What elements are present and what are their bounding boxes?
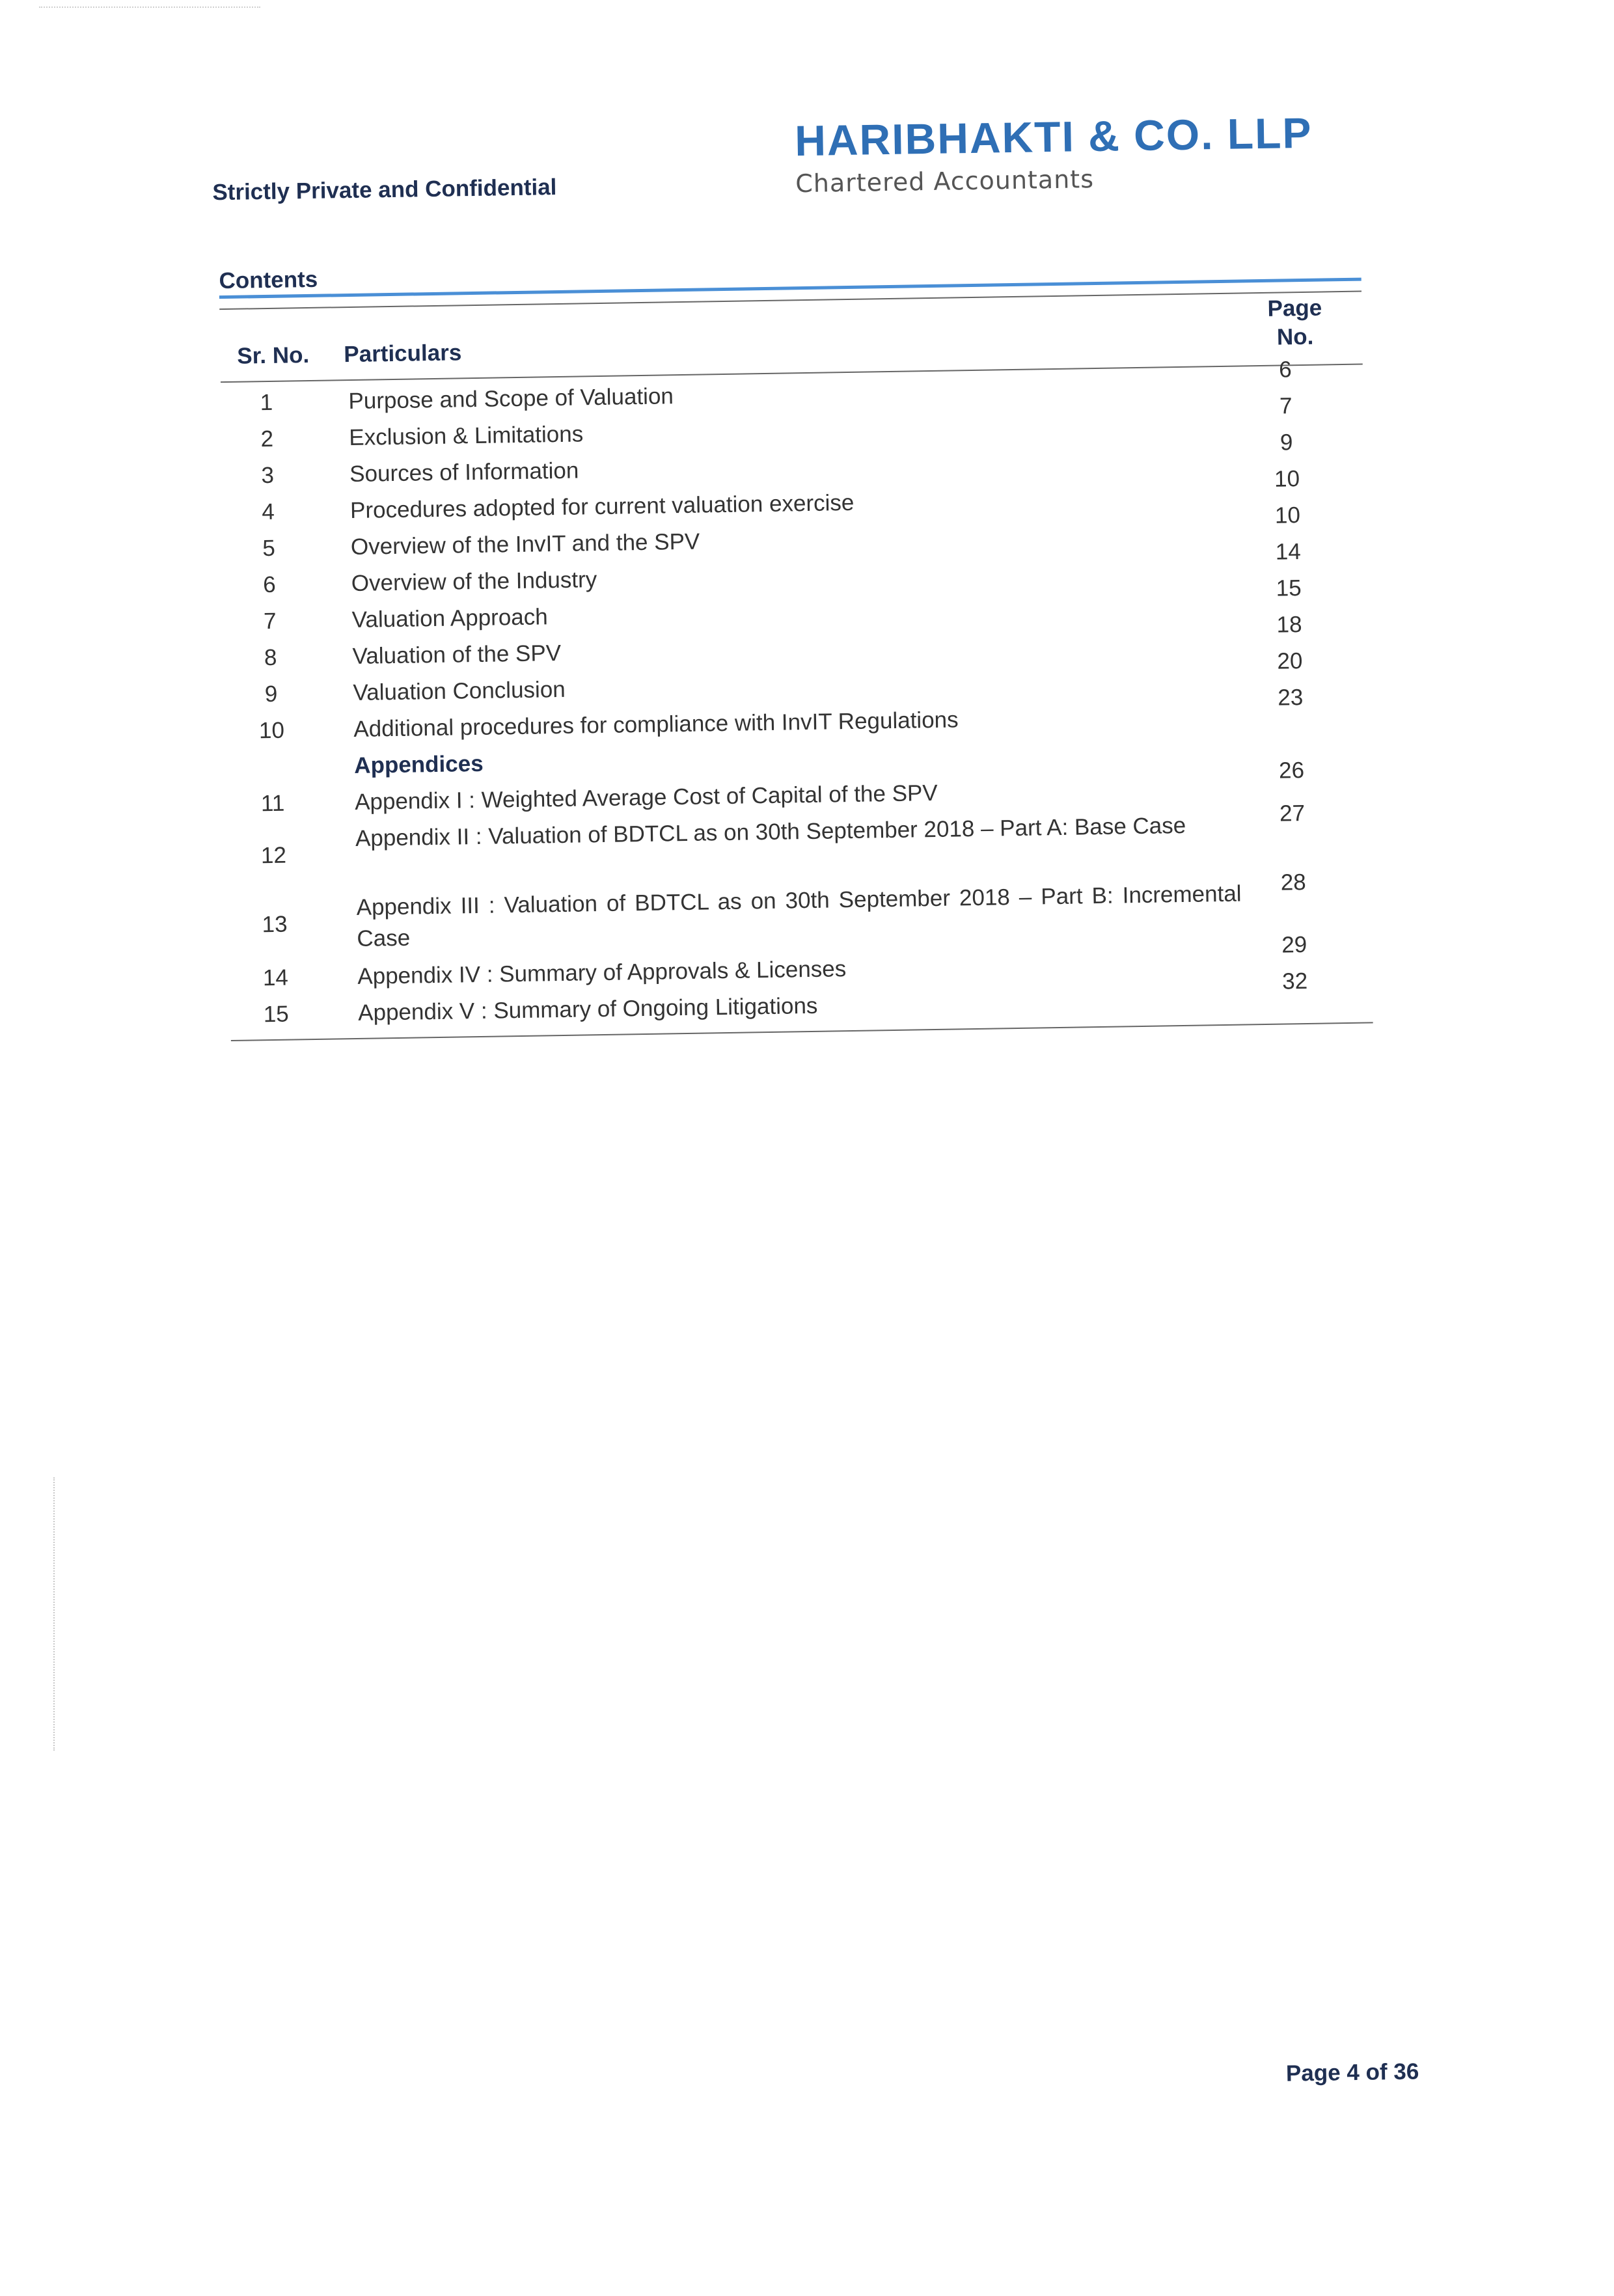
row-sr-no: 5 <box>262 535 276 562</box>
row-particulars: Appendix I : Weighted Average Cost of Capital of the SPV <box>354 780 938 815</box>
row-sr-no: 8 <box>264 644 277 671</box>
row-page-no: 10 <box>1274 502 1301 528</box>
row-sr-no: 1 <box>260 389 273 416</box>
row-particulars: Appendix III : Valuation of BDTCL as on 30th September 2018 – Part B: Incremental Case <box>356 881 1242 951</box>
row-page-no: 15 <box>1276 575 1302 601</box>
row-page-no: 9 <box>1279 430 1293 456</box>
row-particulars: Overview of the Industry <box>351 567 597 596</box>
row-particulars: Appendices <box>353 750 484 778</box>
row-particulars: Appendix IV : Summary of Approvals & Licenses <box>357 956 847 989</box>
row-particulars: Additional procedures for compliance with InvIT Regulations <box>353 707 959 742</box>
row-sr-no: 11 <box>260 790 285 817</box>
row-particulars: Exclusion & Limitations <box>349 421 584 451</box>
row-page-no: 20 <box>1277 648 1303 674</box>
column-header-page-no: Page No. <box>1267 295 1322 350</box>
row-sr-no: 10 <box>258 717 285 744</box>
row-sr-no: 2 <box>260 426 274 452</box>
row-sr-no: 4 <box>262 499 275 525</box>
row-page-no: 7 <box>1279 393 1293 419</box>
column-header-particulars: Particulars <box>344 340 462 368</box>
row-page-no: 26 <box>1278 758 1305 784</box>
row-sr-no: 3 <box>261 462 275 489</box>
row-page-no: 32 <box>1281 968 1308 994</box>
row-page-no: 27 <box>1279 800 1306 827</box>
row-page-no: 6 <box>1278 357 1292 383</box>
row-particulars: Valuation Conclusion <box>353 676 566 705</box>
row-page-no: 14 <box>1275 539 1302 565</box>
row-sr-no: 14 <box>262 964 289 991</box>
row-particulars: Sources of Information <box>349 458 579 487</box>
confidential-label: Strictly Private and Confidential <box>212 174 557 206</box>
contents-title: Contents <box>219 266 318 294</box>
row-page-no: 23 <box>1278 685 1304 711</box>
row-page-no: 10 <box>1274 466 1300 492</box>
row-sr-no: 13 <box>262 911 288 938</box>
firm-subtitle: Chartered Accountants <box>795 165 1095 198</box>
row-particulars: Appendix V : Summary of Ongoing Litigations <box>357 992 818 1026</box>
row-particulars: Purpose and Scope of Valuation <box>348 383 674 415</box>
row-sr-no: 9 <box>264 681 278 707</box>
row-particulars: Overview of the InvIT and the SPV <box>350 528 700 560</box>
row-sr-no: 12 <box>260 842 287 869</box>
firm-name: HARIBHAKTI & CO. LLP <box>794 108 1313 165</box>
row-sr-no: 6 <box>262 571 276 598</box>
row-page-no: 29 <box>1281 932 1307 958</box>
page-number: Page 4 of 36 <box>1285 2058 1419 2086</box>
row-sr-no: 15 <box>263 1001 290 1028</box>
contents-table <box>219 284 1363 1028</box>
row-page-no: 18 <box>1276 612 1302 638</box>
row-particulars: Appendix II : Valuation of BDTCL as on 30th September 2018 – Part A: Base Case <box>355 812 1186 851</box>
column-header-sr-no: Sr. No. <box>237 342 310 369</box>
row-sr-no: 7 <box>263 608 277 635</box>
row-particulars: Valuation Approach <box>351 604 548 633</box>
row-particulars: Procedures adopted for current valuation exercise <box>349 489 855 524</box>
row-page-no: 28 <box>1280 869 1307 895</box>
row-particulars: Valuation of the SPV <box>352 640 562 669</box>
